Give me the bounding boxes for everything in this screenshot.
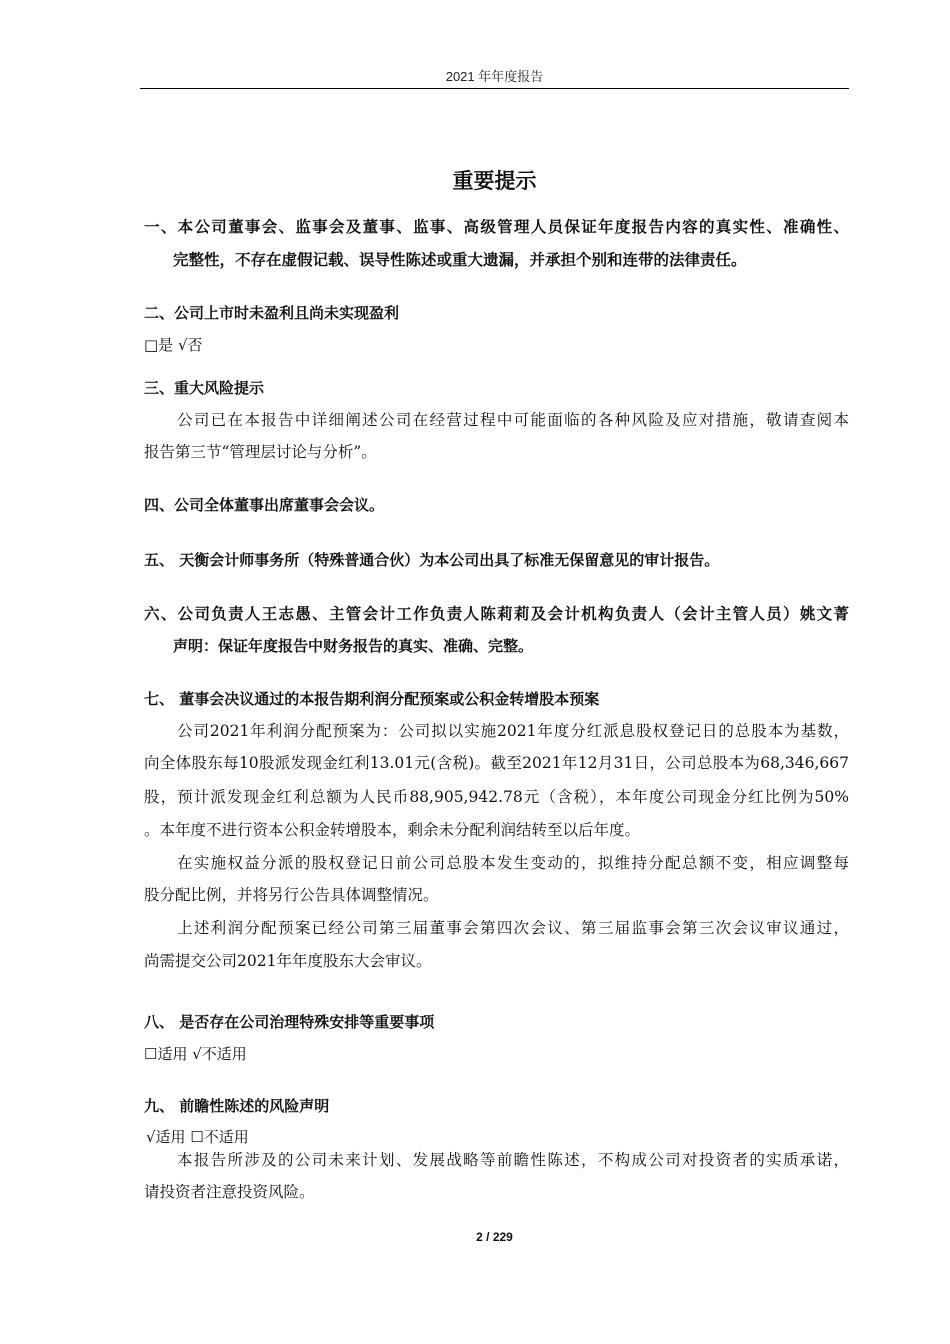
section-3-line-2: 报告第三节“管理层讨论与分析”。: [144, 443, 377, 461]
section-9-line-1: 本报告所涉及的公司未来计划、发展战略等前瞻性陈述，不构成公司对投资者的实质承诺，: [177, 1151, 849, 1169]
section-7-para-2-line-2: 股分配比例，并将另行公告具体调整情况。: [144, 886, 439, 904]
page-title: 重要提示: [452, 169, 537, 193]
page-number: 2 / 229: [476, 1230, 513, 1244]
section-1-line-2: 完整性，不存在虚假记载、误导性陈述或重大遗漏，并承担个别和连带的法律责任。: [173, 251, 747, 269]
section-2-heading: 二、公司上市时未盈利且尚未实现盈利: [144, 304, 400, 322]
section-7-para-1-line-2: 向全体股东每10股派发现金红利13.01元(含税)。截至2021年12月31日，公司总股本为68,346,667: [144, 754, 849, 772]
section-2-options: □是 √否: [144, 336, 203, 354]
section-7-para-1-line-1: 公司2021年利润分配预案为：公司拟以实施2021年度分红派息股权登记日的总股本为基数，: [177, 722, 849, 740]
section-5-heading: 五、 天衡会计师事务所（特殊普通合伙）为本公司出具了标准无保留意见的审计报告。: [144, 551, 720, 569]
section-9-heading: 九、 前瞻性陈述的风险声明: [144, 1097, 330, 1115]
section-3-heading: 三、重大风险提示: [144, 379, 265, 397]
header-divider: [140, 88, 849, 89]
section-7-para-3-line-1: 上述利润分配预案已经公司第三届董事会第四次会议、第三届监事会第三次会议审议通过，: [177, 919, 849, 937]
section-7-para-1-line-4: 。本年度不进行资本公积金转增股本，剩余未分配利润结转至以后年度。: [144, 821, 641, 839]
section-7-para-1-line-3: 股，预计派发现金红利总额为人民币88,905,942.78元（含税），本年度公司现金分红比例为50%: [144, 788, 849, 806]
section-8-heading: 八、 是否存在公司治理特殊安排等重要事项: [144, 1013, 435, 1031]
section-6-line-1: 六、公司负责人王志愚、主管会计工作负责人陈莉莉及会计机构负责人（会计主管人员）姚文菁: [144, 605, 849, 623]
section-7-para-2-line-1: 在实施权益分派的股权登记日前公司总股本发生变动的，拟维持分配总额不变，相应调整每: [177, 854, 849, 872]
section-8-options: ☐适用 √不适用: [144, 1045, 247, 1063]
section-7-heading: 七、 董事会决议通过的本报告期利润分配预案或公积金转增股本预案: [144, 690, 600, 708]
running-header: 2021 年年度报告: [445, 69, 544, 84]
section-4-heading: 四、公司全体董事出席董事会会议。: [144, 496, 385, 514]
section-3-line-1: 公司已在本报告中详细阐述公司在经营过程中可能面临的各种风险及应对措施，敬请查阅本: [177, 411, 849, 429]
section-9-options: √适用 ☐不适用: [146, 1128, 249, 1146]
section-7-para-3-line-2: 尚需提交公司2021年年度股东大会审议。: [144, 952, 432, 970]
section-6-line-2: 声明：保证年度报告中财务报告的真实、准确、完整。: [173, 637, 534, 655]
section-1-line-1: 一、本公司董事会、监事会及董事、监事、高级管理人员保证年度报告内容的真实性、准确性、: [144, 218, 849, 236]
section-9-line-2: 请投资者注意投资风险。: [144, 1183, 315, 1201]
